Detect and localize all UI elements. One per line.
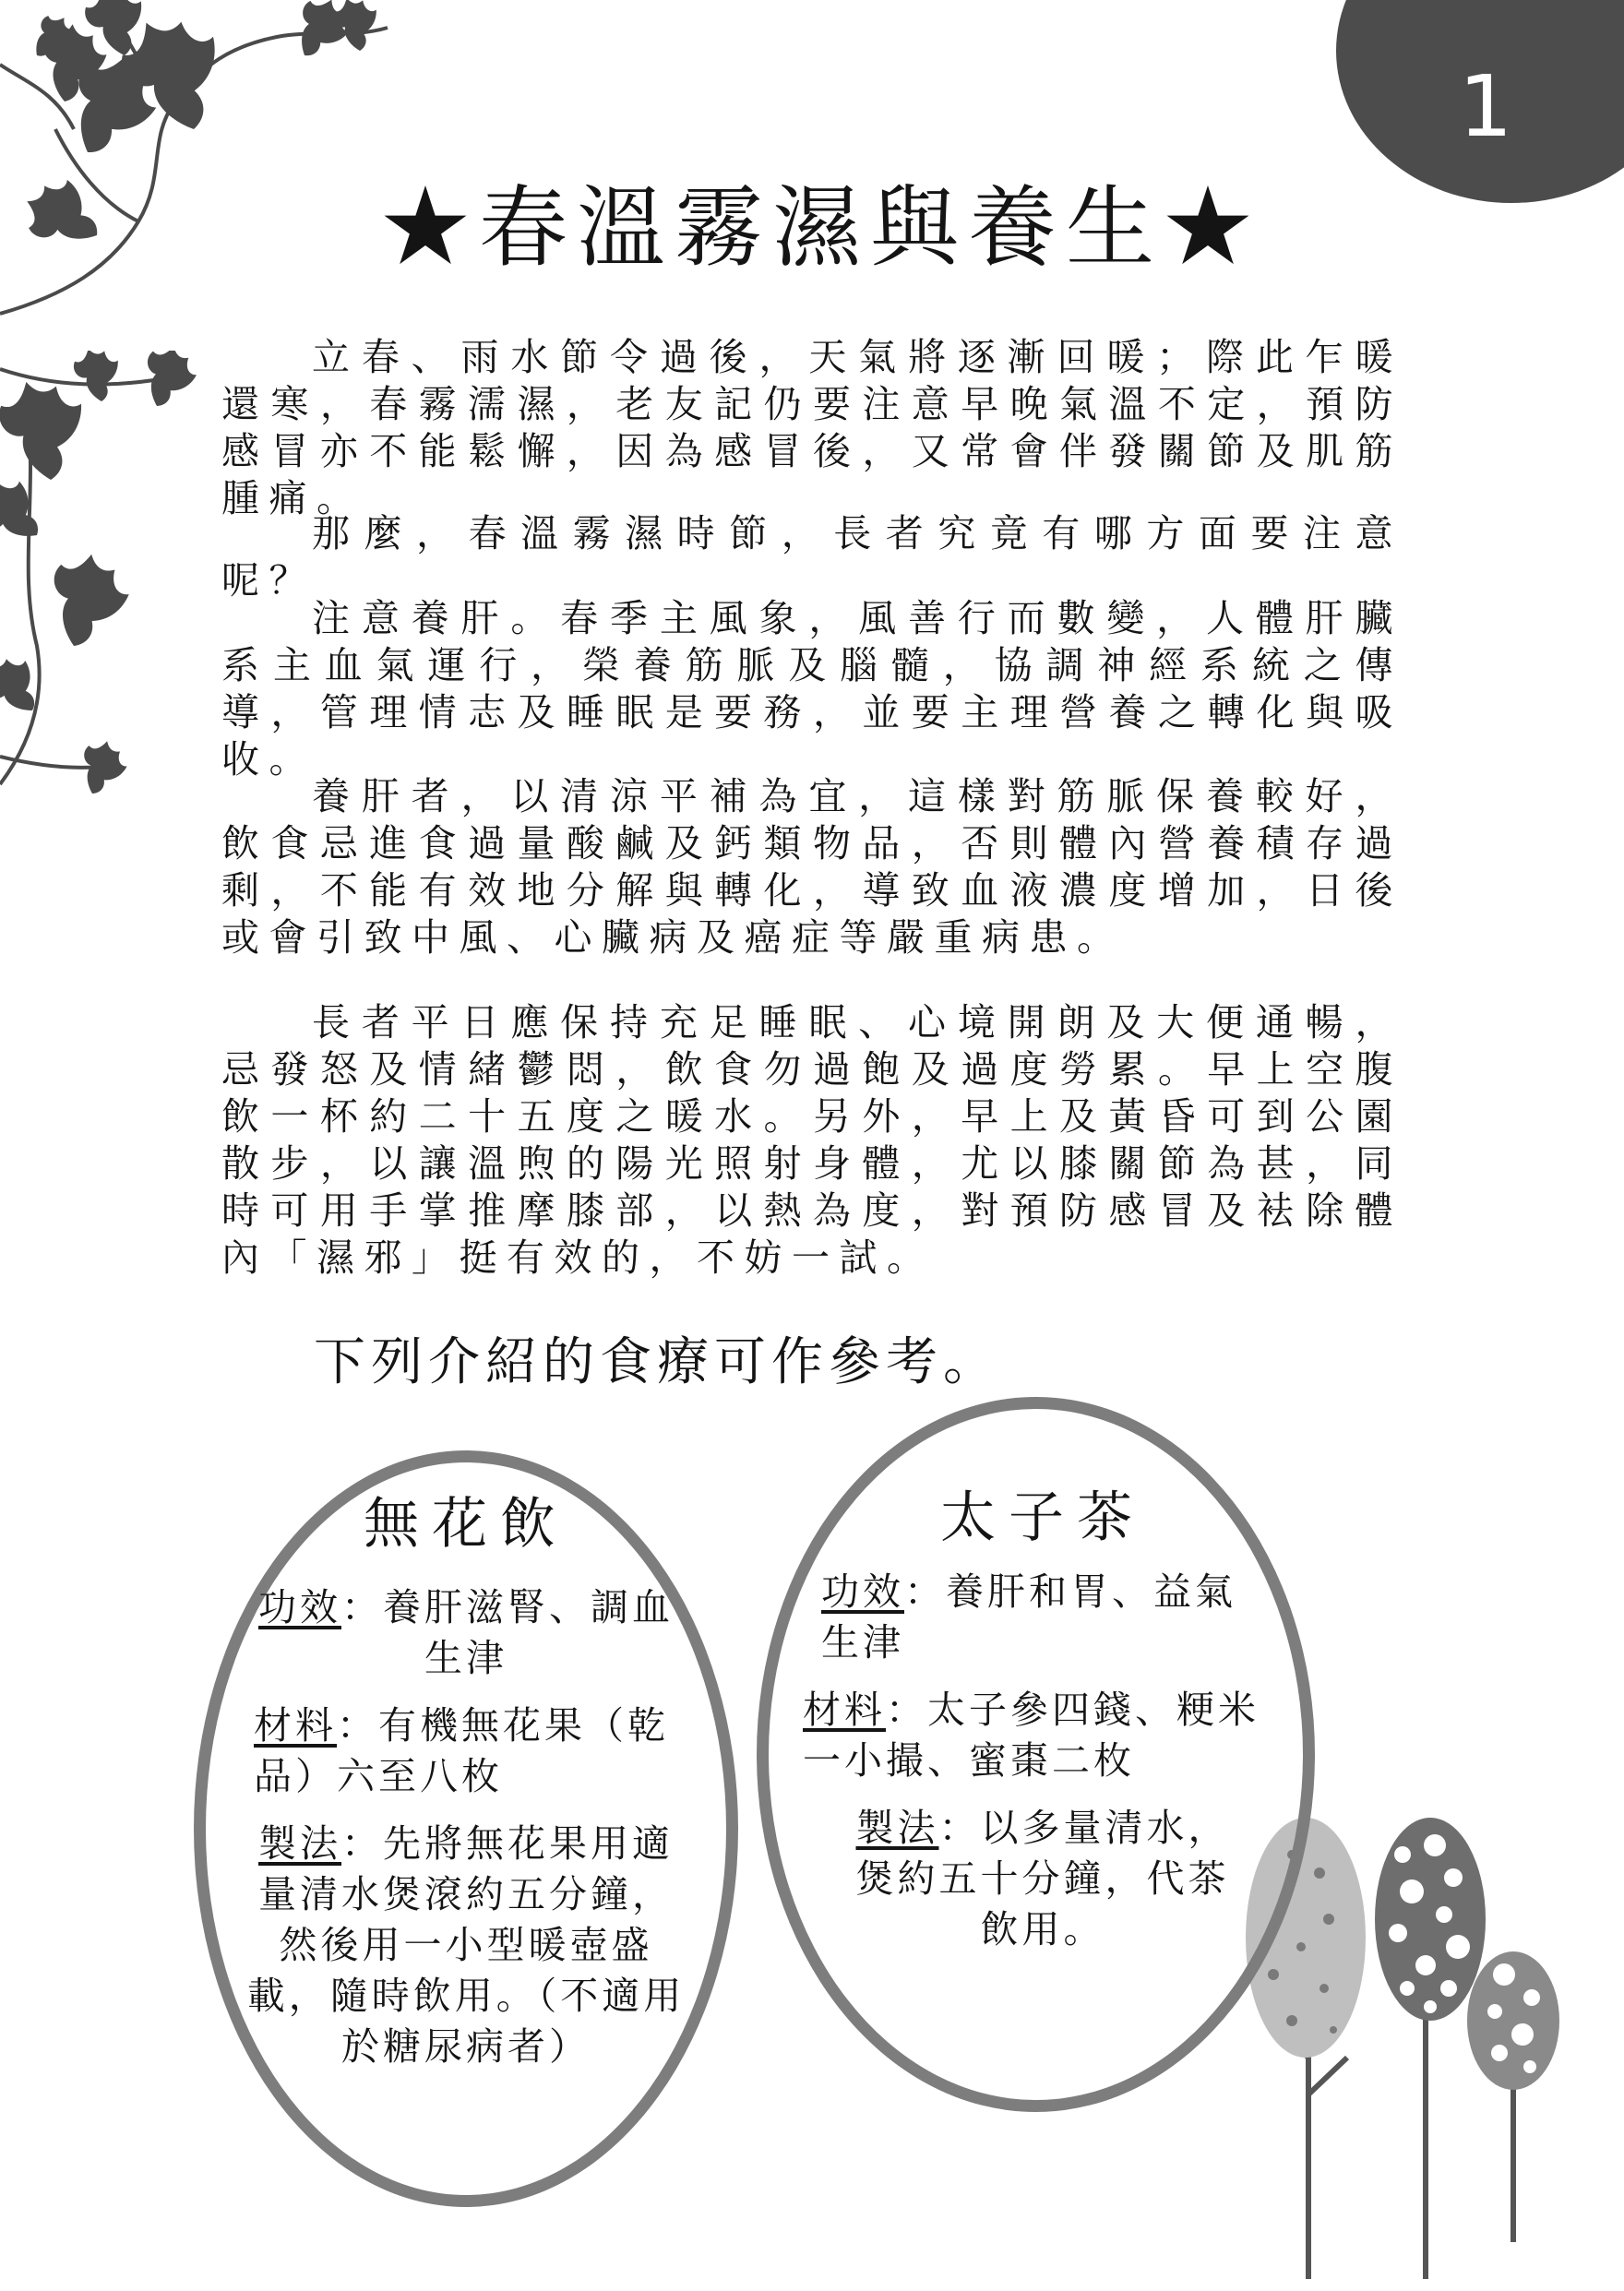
page-title: ★春溫霧濕與養生★ <box>381 176 1261 280</box>
method-text: ：以多量清水，煲約五十分鐘，代茶飲用。 <box>855 1806 1230 1951</box>
effect-label: 功效 <box>258 1585 341 1629</box>
method-label: 製法 <box>258 1821 341 1866</box>
paragraph-5: 長者平日應保持充足睡眠、心境開朗及大便通暢，忌發怒及情緒鬱悶，飲食勿過飽及過度勞累。早上空腹飲一杯約二十五度之暖水。另外，早上及黃昏可到公園散步，以讓溫煦的陽光照射身體，尤以膝關節為甚，同時可用手掌推摩膝部，以熱為度，對預防感冒及袪除體內「濕邪」挺有效的，不妨一試。 <box>221 1000 1403 1280</box>
recipe-method <box>840 1803 1246 1955</box>
recipe-title: 無花飲 <box>364 1492 568 1557</box>
method-text: ：先將無花果用適量清水煲滾約五分鐘，然後用一小型暖壺盛載，隨時飲用。（不適用於糖尿病者） <box>246 1821 686 2069</box>
recipe-title: 太子茶 <box>940 1486 1145 1550</box>
vine-decoration-top <box>0 0 406 332</box>
page-number: 1 <box>1458 57 1513 156</box>
vine-decoration-left <box>0 351 212 812</box>
recipes-intro: 下列介紹的食療可作參考。 <box>314 1332 1000 1392</box>
recipe-card-wuhua <box>226 1492 706 2072</box>
recipe-effect <box>245 1582 687 1684</box>
recipe-effect <box>821 1567 1246 1668</box>
ingredients-label: 材料 <box>254 1703 337 1748</box>
ingredients-label: 材料 <box>803 1688 886 1732</box>
ingredients-text: ：有機無花果（乾品）六至八枚 <box>254 1703 669 1798</box>
paragraph-2: 那麼，春溫霧濕時節，長者究竟有哪方面要注意呢？ <box>221 511 1403 603</box>
recipe-card-taizi <box>803 1486 1283 1955</box>
effect-text: ：養肝滋腎、調血生津 <box>341 1585 674 1680</box>
effect-text: ：養肝和胃、益氣生津 <box>821 1569 1236 1665</box>
recipe-ingredients <box>803 1685 1283 1786</box>
recipe-ingredients <box>254 1700 687 1802</box>
paragraph-4: 養肝者，以清涼平補為宜，這樣對筋脈保養較好，飲食忌進食過量酸鹹及鈣類物品，否則體內營養積存過剩，不能有效地分解與轉化，導致血液濃度增加，日後或會引致中風、心臟病及癌症等嚴重病患。 <box>221 774 1403 960</box>
paragraph-1: 立春、雨水節令過後，天氣將逐漸回暖；際此乍暖還寒，春霧濡濕，老友記仍要注意早晚氣溫不定，預防感冒亦不能鬆懈，因為感冒後，又常會伴發關節及肌筋腫痛。 <box>221 335 1403 520</box>
paragraph-3: 注意養肝。春季主風象，風善行而數變，人體肝臟系主血氣運行，榮養筋脈及腦髓，協調神經系統之傳導，管理情志及睡眠是要務，並要主理營養之轉化與吸收。 <box>221 596 1403 782</box>
effect-label: 功效 <box>821 1569 904 1614</box>
recipe-method <box>240 1819 692 2072</box>
method-label: 製法 <box>855 1806 939 1850</box>
ingredients-text: ：太子參四錢、粳米一小撮、蜜棗二枚 <box>803 1688 1260 1783</box>
